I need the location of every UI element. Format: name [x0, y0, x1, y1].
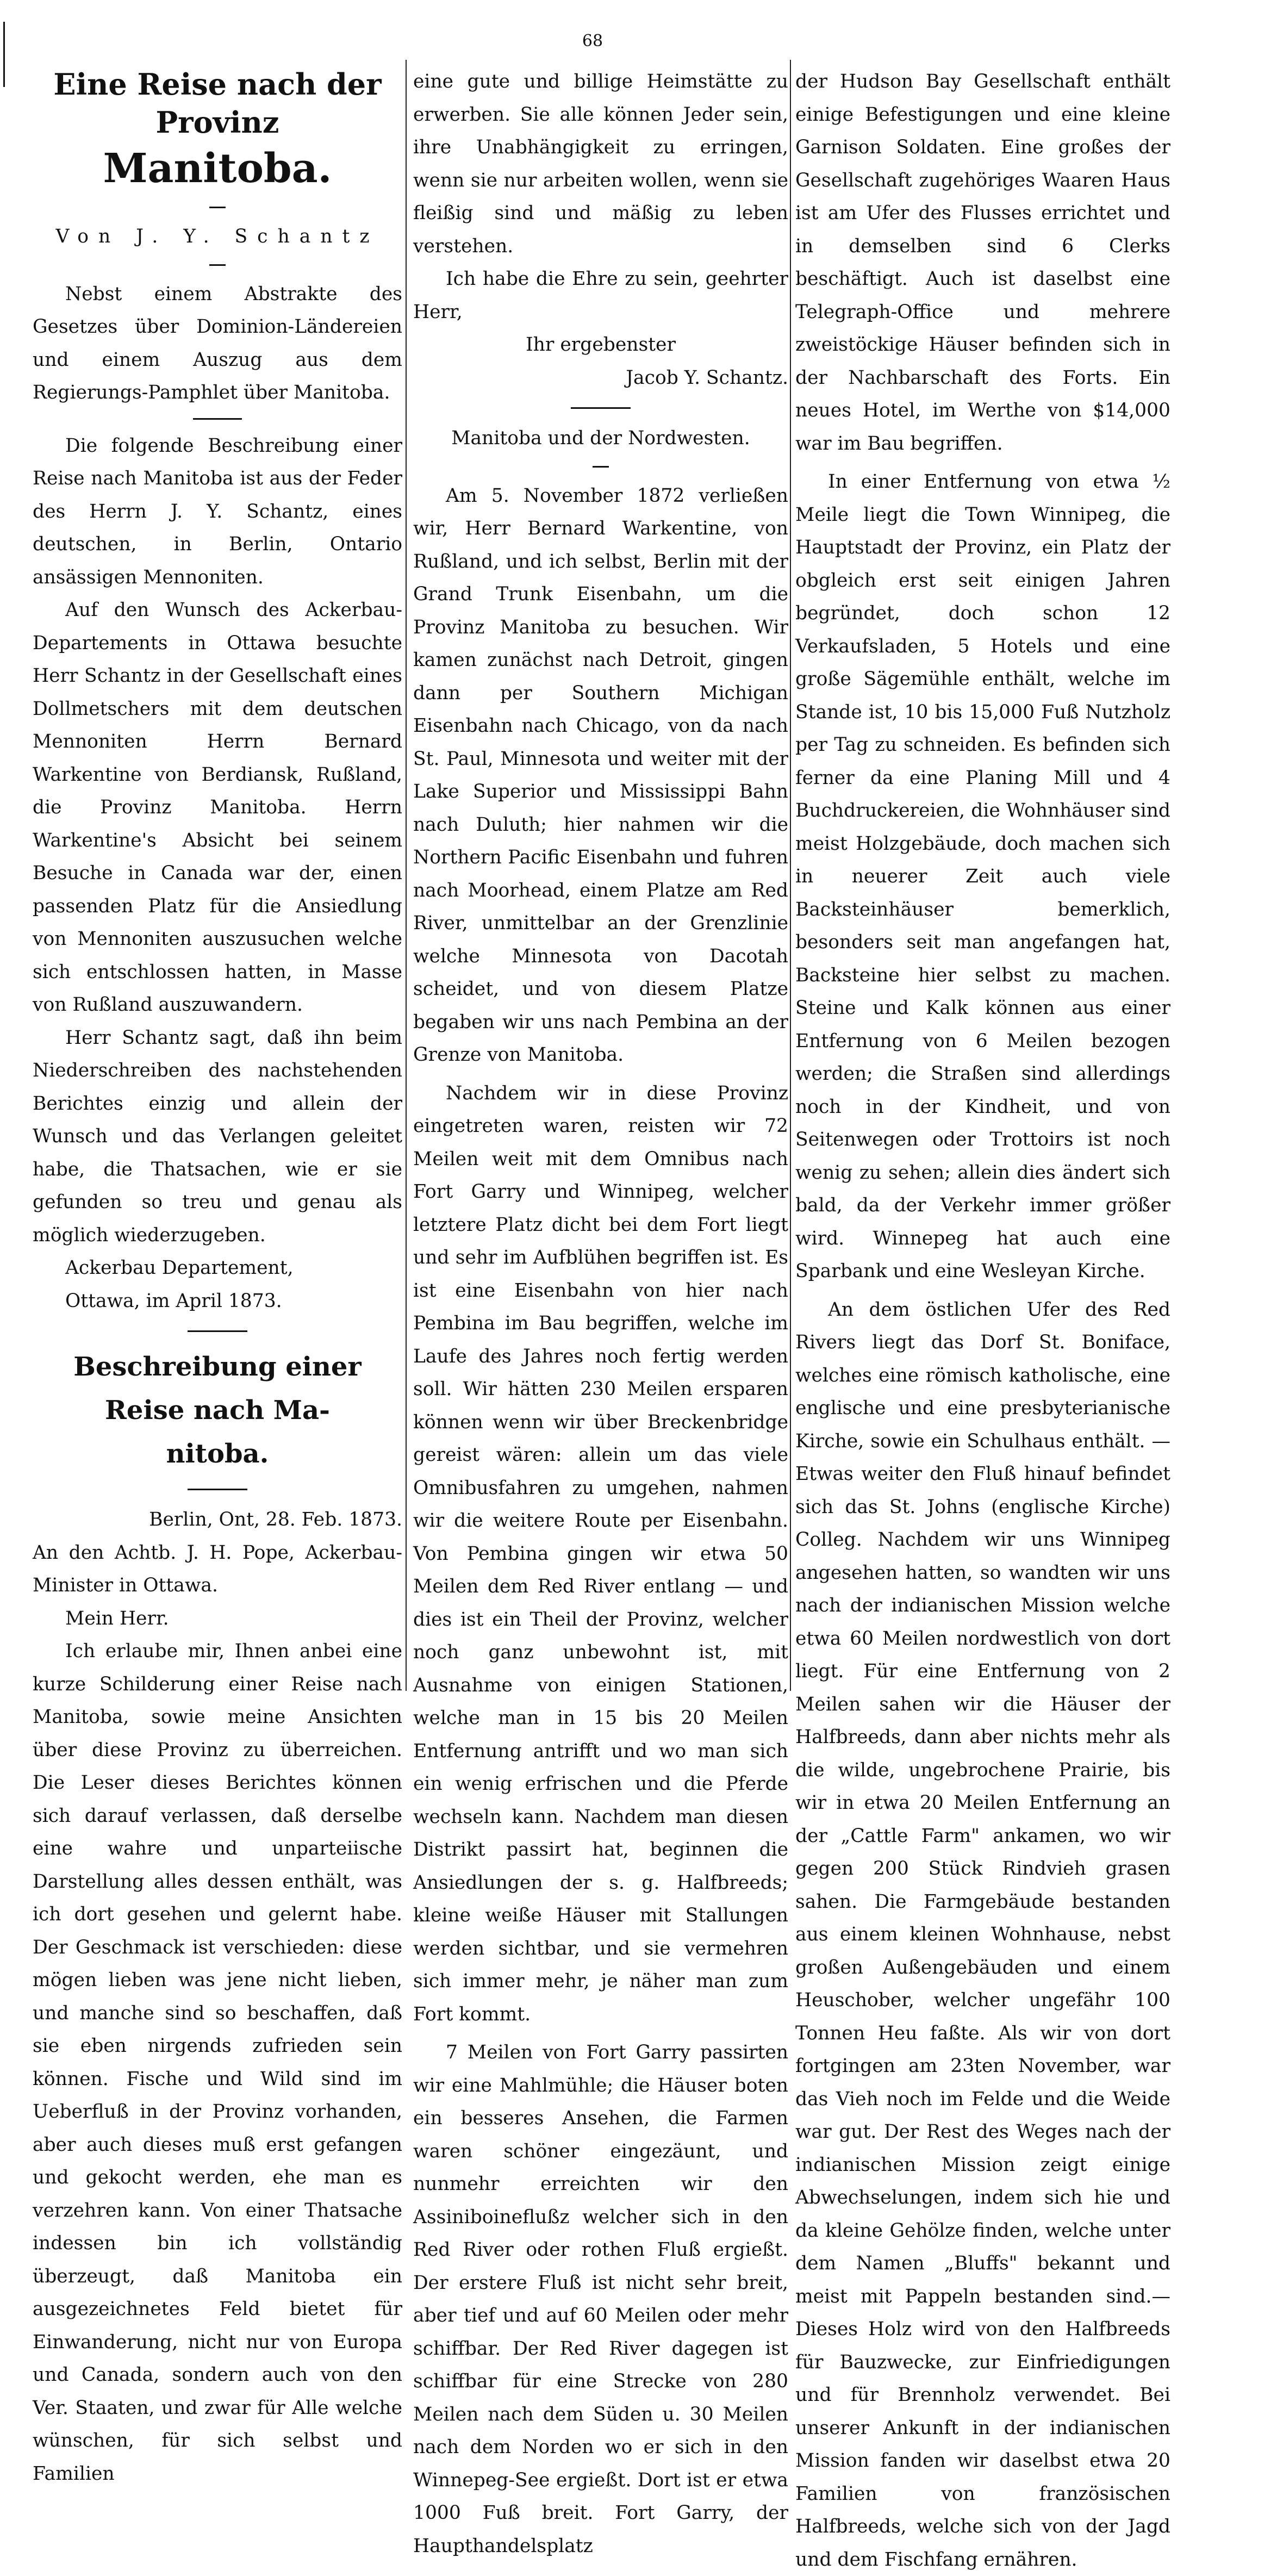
letter-date: Berlin, Ont, 28. Feb. 1873. [33, 1503, 402, 1536]
column-3 [795, 65, 1170, 2576]
paragraph-winnipeg: In einer Entfernung von etwa ½ Meile liegt die Town Winnipeg, die Hauptstadt der Provinz, ein Platz der obgleich erst seit einigen Jahren begründet, doch schon 12 Verkaufsladen, 5 Hotels und eine große Sägemühle enthält, welche im Stande ist, 10 bis 15,000 Fuß Nutzholz per Tag zu schneiden. Es befinden sich ferner da eine Planing Mill und 4 Buchdruckereien, die Wohnhäuser sind meist Holzgebäude, doch machen sich in neuerer Zeit auch viele Backsteinhäuser bemerklich, besonders seit man angefangen hat, Backsteine hier selbst zu machen. Steine und Kalk können aus einer Entfernung von 6 Meilen bezogen werden; die Straßen sind allerdings noch in der Kindheit, und von Seitenwegen oder Trottoirs ist noch wenig zu sehen; allein dies ändert sich bald, da der Verkehr immer größer wird. Winnepeg hat auch eine Sparbank und eine Wesleyan Kirche. [795, 465, 1170, 1288]
column-rule-2 [790, 60, 791, 1691]
subtitle: Nebst einem Abstrakte des Gesetzes über Dominion-Ländereien und einem Auszug aus dem Regierungs-Pamphlet über Manitoba. [33, 278, 402, 409]
divider [188, 1330, 247, 1332]
byline: Von J. Y. Schantz [33, 220, 402, 253]
letter-closing-2: Ihr ergebenster [413, 328, 788, 362]
paragraph-fort-garry: 7 Meilen von Fort Garry passirten wir eine Mahlmühle; die Häuser boten ein besseres Ansehen, die Farmen waren schöner eingezäunt, und nunmehr erreichten wir den Assiniboineflußz welcher sich in den Red River oder rothen Fluß ergießt. Der erstere Fluß ist nicht sehr breit, aber tief und auf 60 Meilen oder mehr schiffbar. Der Red River dagegen ist schiffbar für eine Strecke von 280 Meilen nach dem Süden u. 30 Meilen nach dem Norden wo er sich in den Winnepeg-See ergießt. Dort ist er etwa 1000 Fuß breit. Fort Garry, der Haupthandelsplatz [413, 2036, 788, 2562]
column-1 [33, 65, 402, 2490]
paragraph-hudson-bay: der Hudson Bay Gesellschaft enthält einige Befestigungen und eine kleine Garnison Soldaten. Eine großes der Gesellschaft zugehöriges Waaren Haus ist am Ufer des Flusses errichtet und in demselben sind 6 Clerks beschäftigt. Auch ist daselbst eine Telegraph-Office und mehrere zweistöckige Häuser befinden sich in der Nachbarschaft des Forts. Ein neues Hotel, im Werthe von $14,000 war im Bau begriffen. [795, 65, 1170, 460]
divider [209, 264, 226, 266]
paragraph-st-boniface: An dem östlichen Ufer des Red Rivers liegt das Dorf St. Boniface, welches eine römisch katholische, eine englische und eine presbyterianische Kirche, sowie ein Schulhaus enthält. — Etwas weiter den Fluß hinauf befindet sich das St. Johns (englische Kirche) Colleg. Nachdem wir uns Winnipeg angesehen hatten, so wandten wir uns nach der indianischen Mission welche etwa 60 Meilen nordwestlich von dort liegt. Für eine Entfernung von 2 Meilen sahen wir die Häuser der Halfbreeds, dann aber nichts mehr als die wilde, ungebrochene Prairie, bis wir in etwa 20 Meilen Entfernung an der „Cattle Farm" ankamen, wo wir gegen 200 Stück Rindvieh grasen sahen. Die Farmgebäude bestanden aus einem kleinen Wohnhause, nebst großen Außengebäuden und einem Heuschober, welcher ungefähr 100 Tonnen Heu faßte. Als wir von dort fortgingen am 23ten November, war das Vieh noch im Felde und die Weide war gut. Der Rest des Weges nach der indianischen Mission zeigt einige Abwechselungen, indem sich hie und da kleine Gehölze finden, welche unter dem Namen „Bluffs" bekannt und meist mit Pappeln bestanden sind.— Dieses Holz wird von den Halfbreeds für Bauzwecke, zur Einfriedigungen und für Brennholz verwendet. Bei unserer Ankunft in der indianischen Mission fanden wir daselbst etwa 20 Familien von französischen Halfbreeds, welche sich von der Jagd und dem Fischfang ernähren. [795, 1293, 1170, 2576]
letter-signature: Jacob Y. Schantz. [413, 362, 788, 395]
section-heading-manitoba: Manitoba und der Nordwesten. [413, 422, 788, 455]
paragraph-journey: Am 5. November 1872 verließen wir, Herr Bernard Warkentine, von Rußland, und ich selbst, Berlin mit der Grand Trunk Eisenbahn, um die Provinz Manitoba zu besuchen. Wir kamen zunächst nach Detroit, gingen dann per Southern Michigan Eisenbahn nach Chicago, von da nach St. Paul, Minnesota und weiter mit der Lake Superior und Mississippi Bahn nach Duluth; hier nahmen wir die Northern Pacific Eisenbahn und fuhren nach Moorhead, einem Platze am Red River, unmittelbar an der Grenzlinie welche Minnesota von Dacotah scheidet, und von diesem Platze begaben wir uns nach Pembina an der Grenze von Manitoba. [413, 480, 788, 1072]
margin-mark [3, 22, 5, 87]
paragraph-province: Nachdem wir in diese Provinz eingetreten waren, reisten wir 72 Meilen weit mit dem Omnibus nach Fort Garry und Winnipeg, welcher letztere Platz dicht bei dem Fort liegt und sehr im Aufblühen begriffen ist. Es ist eine Eisenbahn von hier nach Pembina im Bau begriffen, welche im Laufe des Jahres noch fertig werden soll. Wir hätten 230 Meilen ersparen können wenn wir über Breckenbridge gereist wären: allein um das viele Omnibusfahren zu umgehen, nahmen wir die weitere Route per Eisenbahn. Von Pembina gingen wir etwa 50 Meilen dem Red River entlang — und dies ist ein Theil der Provinz, welcher noch ganz unbewohnt ist, mit Ausnahme von einigen Stationen, welche man in 15 bis 20 Meilen Entfernung antrifft und wo man sich ein wenig erfrischen und die Pferde wechseln kann. Nachdem man diesen Distrikt passirt hat, beginnen die Ansiedlungen der s. g. Halfbreeds; kleine weiße Häuser mit Stallungen werden sichtbar, und sie vermehren sich immer mehr, je näher man zum Fort kommt. [413, 1077, 788, 2031]
intro-paragraph-3: Herr Schantz sagt, daß ihn beim Niederschreiben des nachstehenden Berichtes einzig und allein der Wunsch und das Verlangen geleitet habe, die Thatsachen, wie er sie gefunden so treu und genau als möglich wiederzugeben. [33, 1022, 402, 1252]
divider [593, 466, 609, 468]
column-2 [413, 65, 788, 2562]
letter-recipient: An den Achtb. J. H. Pope, Ackerbau-Minister in Ottawa. [33, 1536, 402, 1602]
signature-department: Ackerbau Departement, [33, 1252, 402, 1285]
intro-paragraph-2: Auf den Wunsch des Ackerbau-Departements in Ottawa besuchte Herr Schantz in der Gesellschaft eines Dollmetschers mit dem deutschen Mennoniten Herrn Bernard Warkentine von Berdiansk, Rußland, die Provinz Manitoba. Herrn Warkentine's Absicht bei seinem Besuche in Canada war der, einen passenden Platz für die Ansiedlung von Mennoniten auszusuchen welche sich entschlossen hatten, in Masse von Rußland auszuwandern. [33, 594, 402, 1022]
intro-paragraph-1: Die folgende Beschreibung einer Reise nach Manitoba ist aus der Feder des Herrn J. Y. Schantz, eines deutschen, in Berlin, Ontario ansässigen Mennoniten. [33, 430, 402, 594]
page-number: 68 [576, 32, 609, 51]
letter-closing: Ich habe die Ehre zu sein, geehrter Herr, [413, 263, 788, 328]
section-title-line1: Beschreibung einer Reise nach Ma- [33, 1345, 402, 1432]
divider [209, 207, 226, 208]
divider [571, 407, 631, 409]
letter-salutation: Mein Herr. [33, 1602, 402, 1635]
letter-continuation: eine gute und billige Heimstätte zu erwerben. Sie alle können Jeder sein, ihre Unabhängigkeit zu erringen, wenn sie nur arbeiten wollen, wenn sie fleißig sind und mäßig zu leben verstehen. [413, 65, 788, 263]
divider [188, 1489, 247, 1490]
article-title-line1: Eine Reise nach der Provinz [33, 65, 402, 141]
column-rule-1 [406, 60, 407, 1691]
signature-place-date: Ottawa, im April 1873. [33, 1285, 402, 1318]
letter-paragraph-1: Ich erlaube mir, Ihnen anbei eine kurze Schilderung einer Reise nach Manitoba, sowie meine Ansichten über diese Provinz zu überreichen. Die Leser dieses Berichtes können sich darauf verlassen, daß derselbe eine wahre und unparteiische Darstellung alles dessen enthält, was ich dort gesehen und gelernt habe. Der Geschmack ist verschieden: diese mögen lieben was jene nicht lieben, und manche sind so beschaffen, daß sie eben nirgends zufrieden sein können. Fische und Wild sind im Ueberfluß in der Provinz vorhanden, aber auch dieses muß erst gefangen und gekocht werden, ehe man es verzehren kann. Von einer Thatsache indessen bin ich vollständig überzeugt, daß Manitoba ein ausgezeichnetes Feld bietet für Einwanderung, nicht nur von Europa und Canada, sondern auch von den Ver. Staaten, und zwar für Alle welche wünschen, für sich selbst und Familien [33, 1635, 402, 2490]
section-title-line2: nitoba. [33, 1432, 402, 1476]
article-title-line2: Manitoba. [33, 141, 402, 196]
divider [193, 418, 242, 420]
